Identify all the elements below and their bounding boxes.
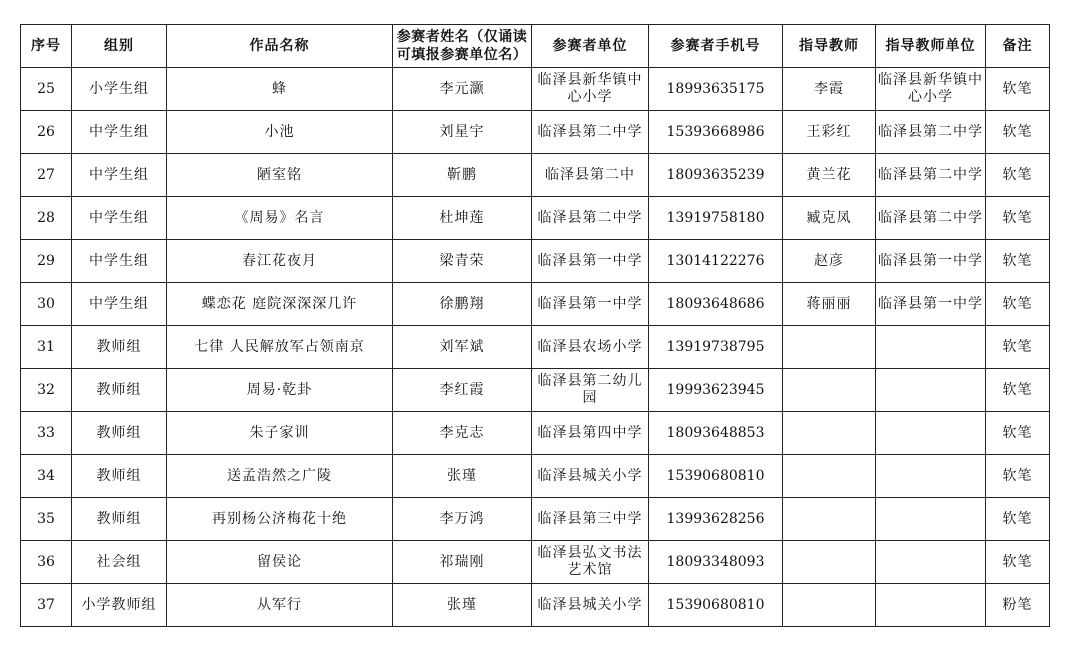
cell-name: 李元灏 [393, 68, 532, 111]
cell-name: 杜坤莲 [393, 197, 532, 240]
cell-teacher-unit [876, 326, 986, 369]
table-body [21, 68, 1050, 627]
cell-teacher: 李霞 [783, 68, 876, 111]
cell-phone: 13014122276 [649, 240, 783, 283]
cell-group: 教师组 [72, 369, 167, 412]
cell-name: 李克志 [393, 412, 532, 455]
cell-work: 小池 [167, 111, 393, 154]
cell-teacher-unit [876, 541, 986, 584]
cell-seq: 25 [21, 68, 72, 111]
cell-note: 软笔 [986, 455, 1050, 498]
registration-table [20, 24, 1050, 627]
header-teacher: 指导教师 [783, 25, 876, 68]
cell-teacher-unit: 临泽县第二中学 [876, 154, 986, 197]
cell-phone: 15390680810 [649, 455, 783, 498]
cell-note: 软笔 [986, 111, 1050, 154]
cell-seq: 32 [21, 369, 72, 412]
table-row [21, 111, 1050, 154]
cell-teacher-unit [876, 455, 986, 498]
cell-unit: 临泽县第三中学 [532, 498, 649, 541]
cell-unit: 临泽县农场小学 [532, 326, 649, 369]
cell-work: 蝶恋花 庭院深深深几许 [167, 283, 393, 326]
cell-teacher-unit: 临泽县第二中学 [876, 111, 986, 154]
cell-phone: 18093648853 [649, 412, 783, 455]
cell-teacher [783, 498, 876, 541]
cell-unit: 临泽县第二中 [532, 154, 649, 197]
cell-name: 李万鸿 [393, 498, 532, 541]
cell-name: 徐鹏翔 [393, 283, 532, 326]
cell-phone: 15390680810 [649, 584, 783, 627]
cell-teacher-unit: 临泽县新华镇中心小学 [876, 68, 986, 111]
cell-teacher: 臧克凤 [783, 197, 876, 240]
table-row [21, 240, 1050, 283]
cell-note: 软笔 [986, 154, 1050, 197]
cell-note: 软笔 [986, 369, 1050, 412]
cell-note: 软笔 [986, 197, 1050, 240]
cell-work: 春江花夜月 [167, 240, 393, 283]
cell-note: 软笔 [986, 541, 1050, 584]
cell-seq: 37 [21, 584, 72, 627]
cell-seq: 28 [21, 197, 72, 240]
cell-note: 软笔 [986, 326, 1050, 369]
cell-seq: 35 [21, 498, 72, 541]
cell-work: 送孟浩然之广陵 [167, 455, 393, 498]
cell-work: 朱子家训 [167, 412, 393, 455]
cell-name: 张瑾 [393, 455, 532, 498]
cell-phone: 18093635239 [649, 154, 783, 197]
cell-work: 从军行 [167, 584, 393, 627]
cell-unit: 临泽县第二中学 [532, 197, 649, 240]
header-teacher-unit: 指导教师单位 [876, 25, 986, 68]
cell-name: 祁瑞刚 [393, 541, 532, 584]
cell-teacher: 王彩红 [783, 111, 876, 154]
cell-teacher [783, 326, 876, 369]
cell-teacher-unit: 临泽县第二中学 [876, 197, 986, 240]
cell-group: 社会组 [72, 541, 167, 584]
cell-unit: 临泽县第二中学 [532, 111, 649, 154]
cell-group: 小学生组 [72, 68, 167, 111]
table-row [21, 68, 1050, 111]
cell-teacher: 赵彦 [783, 240, 876, 283]
cell-seq: 30 [21, 283, 72, 326]
cell-note: 软笔 [986, 240, 1050, 283]
cell-group: 中学生组 [72, 197, 167, 240]
header-seq: 序号 [21, 25, 72, 68]
cell-teacher: 蒋丽丽 [783, 283, 876, 326]
cell-teacher-unit [876, 584, 986, 627]
table-row [21, 455, 1050, 498]
cell-name: 张瑾 [393, 584, 532, 627]
cell-seq: 36 [21, 541, 72, 584]
cell-group: 中学生组 [72, 283, 167, 326]
cell-teacher [783, 584, 876, 627]
cell-teacher [783, 455, 876, 498]
cell-work: 蜂 [167, 68, 393, 111]
cell-note: 软笔 [986, 68, 1050, 111]
cell-seq: 27 [21, 154, 72, 197]
table-header [21, 25, 1050, 68]
table-row [21, 498, 1050, 541]
cell-work: 陋室铭 [167, 154, 393, 197]
cell-note: 软笔 [986, 412, 1050, 455]
cell-seq: 29 [21, 240, 72, 283]
table-row [21, 154, 1050, 197]
cell-note: 软笔 [986, 498, 1050, 541]
cell-teacher-unit: 临泽县第一中学 [876, 283, 986, 326]
cell-teacher [783, 541, 876, 584]
cell-phone: 15393668986 [649, 111, 783, 154]
cell-teacher-unit: 临泽县第一中学 [876, 240, 986, 283]
header-phone: 参赛者手机号 [649, 25, 783, 68]
table-row [21, 197, 1050, 240]
header-note: 备注 [986, 25, 1050, 68]
header-row [21, 25, 1050, 68]
cell-group: 中学生组 [72, 240, 167, 283]
cell-unit: 临泽县弘文书法艺术馆 [532, 541, 649, 584]
cell-teacher [783, 369, 876, 412]
cell-note: 粉笔 [986, 584, 1050, 627]
cell-group: 教师组 [72, 455, 167, 498]
cell-work: 留侯论 [167, 541, 393, 584]
table-row [21, 541, 1050, 584]
table-row [21, 283, 1050, 326]
header-unit: 参赛者单位 [532, 25, 649, 68]
cell-group: 中学生组 [72, 154, 167, 197]
cell-work: 《周易》名言 [167, 197, 393, 240]
cell-group: 教师组 [72, 412, 167, 455]
cell-phone: 13919758180 [649, 197, 783, 240]
cell-phone: 18093648686 [649, 283, 783, 326]
cell-unit: 临泽县第一中学 [532, 283, 649, 326]
table-row [21, 584, 1050, 627]
cell-name: 李红霞 [393, 369, 532, 412]
header-work: 作品名称 [167, 25, 393, 68]
cell-phone: 13919738795 [649, 326, 783, 369]
header-group: 组别 [72, 25, 167, 68]
cell-note: 软笔 [986, 283, 1050, 326]
cell-seq: 34 [21, 455, 72, 498]
cell-work: 七律 人民解放军占领南京 [167, 326, 393, 369]
cell-seq: 33 [21, 412, 72, 455]
cell-phone: 13993628256 [649, 498, 783, 541]
cell-name: 刘星宇 [393, 111, 532, 154]
cell-unit: 临泽县新华镇中心小学 [532, 68, 649, 111]
cell-unit: 临泽县城关小学 [532, 584, 649, 627]
cell-group: 小学教师组 [72, 584, 167, 627]
cell-group: 教师组 [72, 498, 167, 541]
cell-teacher [783, 412, 876, 455]
cell-phone: 19993623945 [649, 369, 783, 412]
cell-teacher-unit [876, 412, 986, 455]
cell-phone: 18093348093 [649, 541, 783, 584]
cell-phone: 18993635175 [649, 68, 783, 111]
cell-teacher-unit [876, 498, 986, 541]
cell-unit: 临泽县第二幼儿园 [532, 369, 649, 412]
table-row [21, 369, 1050, 412]
cell-teacher-unit [876, 369, 986, 412]
cell-work: 再别杨公济梅花十绝 [167, 498, 393, 541]
cell-name: 刘军斌 [393, 326, 532, 369]
cell-work: 周易·乾卦 [167, 369, 393, 412]
header-name: 参赛者姓名（仅诵读可填报参赛单位名） [393, 25, 532, 68]
cell-unit: 临泽县城关小学 [532, 455, 649, 498]
cell-group: 教师组 [72, 326, 167, 369]
table-row [21, 412, 1050, 455]
cell-name: 梁青荣 [393, 240, 532, 283]
cell-unit: 临泽县第四中学 [532, 412, 649, 455]
cell-unit: 临泽县第一中学 [532, 240, 649, 283]
cell-group: 中学生组 [72, 111, 167, 154]
cell-teacher: 黄兰花 [783, 154, 876, 197]
cell-seq: 26 [21, 111, 72, 154]
cell-seq: 31 [21, 326, 72, 369]
cell-name: 靳鹏 [393, 154, 532, 197]
table-row [21, 326, 1050, 369]
